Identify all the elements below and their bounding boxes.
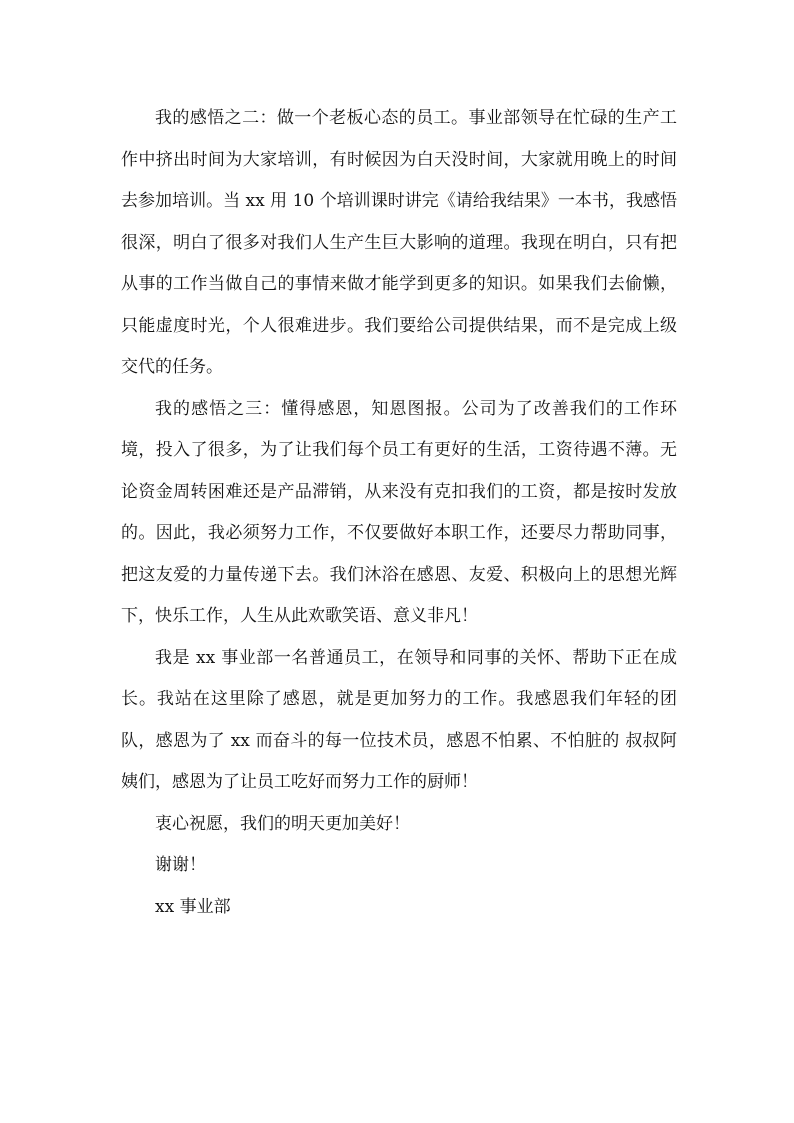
signature-department: xx 事业部 [155,896,231,917]
paragraph-wishes: 衷心祝愿，我们的明天更加美好！ [155,813,410,834]
paragraph-thanks: 谢谢！ [155,855,206,875]
paragraph-insight-three: 我的感悟之三：懂得感恩，知恩图报。公司为了改善我们的工作环境，投入了很多，为了让我们每个员工有更好的生活，工资待遇不薄。无论资金周转困难还是产品滞销，从来没有克扣我们的工资，都是按时发放的。因此，我必须努力工作，不仅要做好本职工作，还要尽力帮助同事，把这友爱的力量传递下去。我们沐浴在感恩、友爱、积极向上的思想光辉下，快乐工作，人生从此欢歌笑语、意义非凡！ [121,398,677,626]
document-body [121,98,677,928]
paragraph-insight-two: 我的感悟之二：做一个老板心态的员工。事业部领导在忙碌的生产工作中挤出时间为大家培训，有时候因为白天没时间，大家就用晚上的时间去参加培训。当 xx 用 10 个培训课时讲完《请给我结果》一本书，我感悟很深，明白了很多对我们人生产生巨大影响的道理。我现在明白，只有把从事的工作当做自己的事情来做才能学到更多的知识。如果我们去偷懒，只能虚度时光，个人很难进步。我们要给公司提供结果，而不是完成上级交代的任务。 [121,108,677,377]
paragraph-gratitude: 我是 xx 事业部一名普通员工，在领导和同事的关怀、帮助下正在成长。我站在这里除了感恩，就是更加努力的工作。我感恩我们年轻的团队，感恩为了 xx 而奋斗的每一位技术员，感恩不怕累、不怕脏的 叔叔阿姨们，感恩为了让员工吃好而努力工作的厨师！ [121,647,677,792]
